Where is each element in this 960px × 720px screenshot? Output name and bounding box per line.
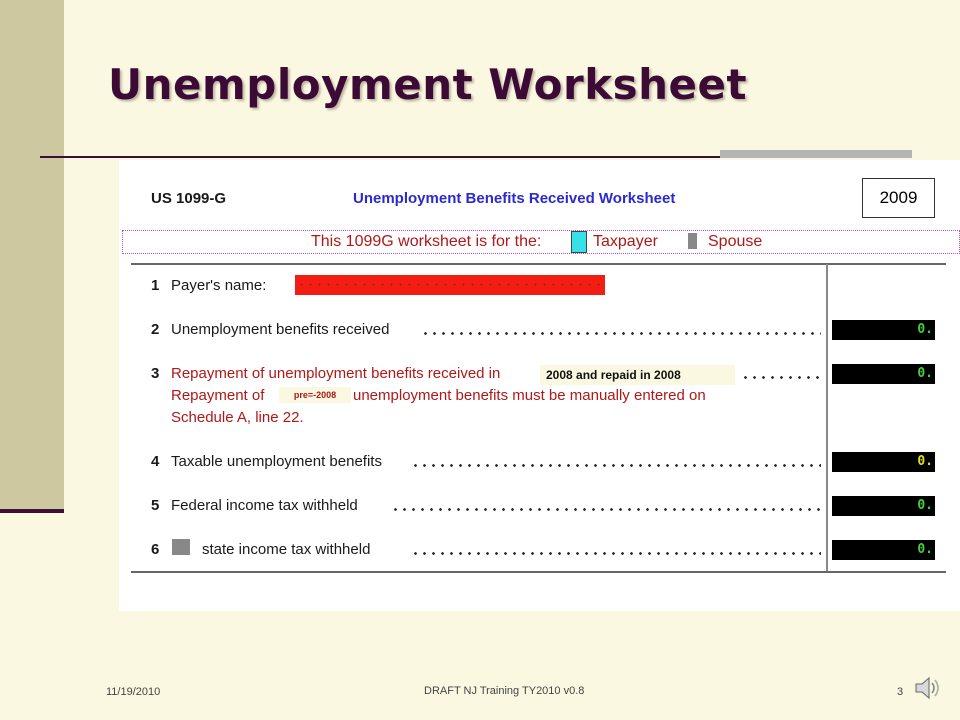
taxpayer-label: Taxpayer — [593, 233, 658, 250]
line-number: 4 — [151, 453, 160, 470]
line-number: 6 — [151, 541, 160, 558]
line-number: 2 — [151, 321, 160, 338]
leader-dots — [421, 326, 821, 340]
payer-name-label: Payer's name: — [171, 277, 267, 294]
leader-dots — [391, 502, 821, 516]
state-selector-box[interactable] — [172, 539, 190, 555]
speaker-icon[interactable] — [914, 674, 944, 702]
left-accent-underline — [0, 509, 64, 513]
left-accent-bar — [0, 0, 64, 512]
state-withheld-value[interactable]: 0. — [832, 540, 935, 560]
spouse-checkbox[interactable] — [688, 233, 697, 249]
year-box: 2009 — [862, 178, 935, 218]
taxpayer-checkbox[interactable] — [571, 231, 587, 253]
repayment-value[interactable]: 0. — [832, 364, 935, 384]
taxable-benefits-label: Taxable unemployment benefits — [171, 453, 382, 470]
taxable-benefits-value: 0. — [832, 452, 935, 472]
footer-date: 11/19/2010 — [106, 686, 161, 698]
leader-dots — [411, 546, 821, 560]
repayment-note-end: Schedule A, line 22. — [171, 409, 304, 426]
title-rule-accent — [720, 150, 912, 158]
repayment-note-rest: unemployment benefits must be manually entered on — [353, 387, 706, 404]
federal-withheld-value[interactable]: 0. — [832, 496, 935, 516]
line-number: 1 — [151, 277, 160, 294]
title-rule — [40, 156, 720, 158]
table-top-rule — [131, 263, 946, 265]
benefits-received-value[interactable]: 0. — [832, 320, 935, 340]
table-bottom-rule — [131, 571, 946, 573]
year-correction-overlay: 2008 and repaid in 2008 — [540, 365, 735, 385]
payer-name-field[interactable] — [295, 275, 605, 295]
slide-title: Unemployment Worksheet — [108, 60, 748, 109]
worksheet-title: Unemployment Benefits Received Worksheet — [353, 190, 676, 207]
line-number: 3 — [151, 365, 160, 382]
form-code: US 1099-G — [151, 190, 227, 207]
leader-dots — [411, 458, 821, 472]
value-column-divider — [826, 264, 828, 572]
leader-dots — [741, 370, 821, 384]
footer-title: DRAFT NJ Training TY2010 v0.8 — [424, 685, 585, 697]
repayment-note-start: Repayment of — [171, 387, 265, 404]
slide-number: 3 — [897, 686, 904, 698]
spouse-label: Spouse — [708, 233, 763, 250]
repayment-label: Repayment of unemployment benefits received in — [171, 365, 501, 382]
year-correction-overlay-small: pre=-2008 — [279, 387, 351, 403]
worksheet-screenshot — [119, 160, 960, 611]
recipient-prompt: This 1099G worksheet is for the: — [311, 233, 542, 250]
line-number: 5 — [151, 497, 160, 514]
benefits-received-label: Unemployment benefits received — [171, 321, 390, 338]
federal-withheld-label: Federal income tax withheld — [171, 497, 358, 514]
state-withheld-label: state income tax withheld — [202, 541, 371, 558]
